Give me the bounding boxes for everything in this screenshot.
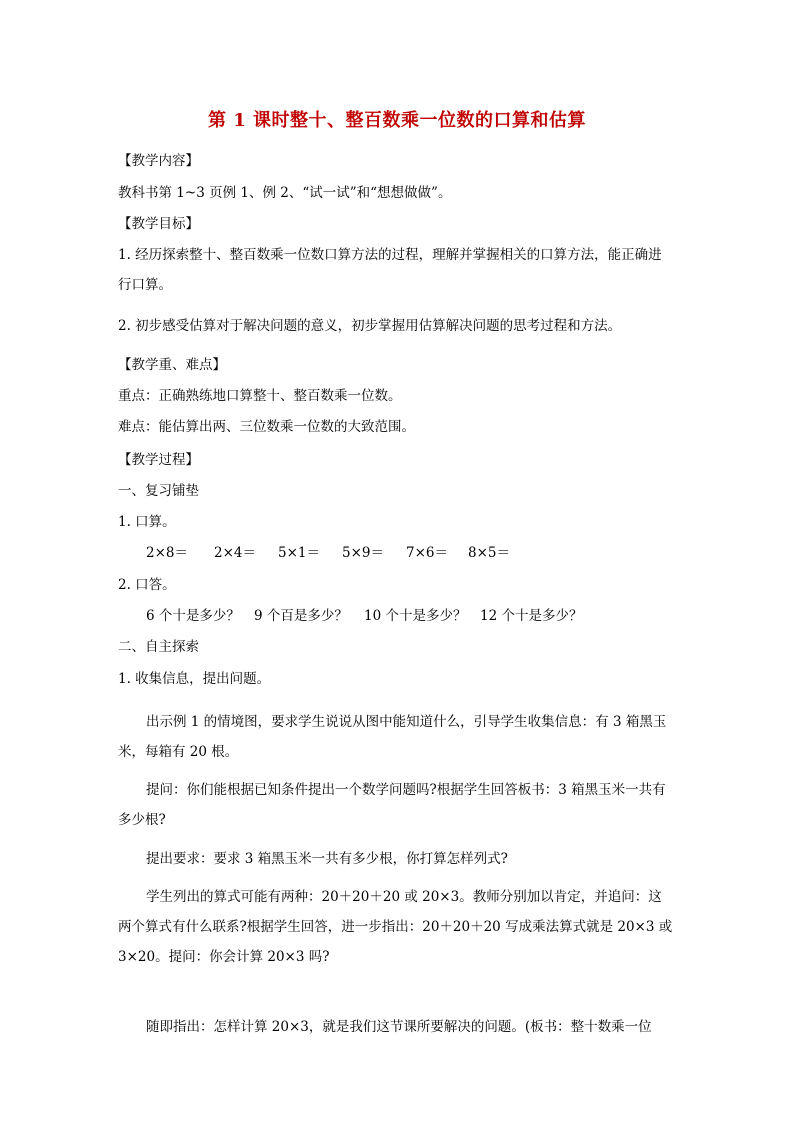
key-point: 重点：正确熟练地口算整十、整百数乘一位数。 bbox=[118, 388, 402, 404]
goal-1: 1. 经历探索整十、整百数乘一位数口算方法的过程，理解并掌握相关的口算方法，能正确进行口算。 bbox=[118, 247, 662, 293]
paragraph-1: 出示例 1 的情境图，要求学生说说从图中能知道什么，引导学生收集信息：有 3 箱黑玉米，每箱有 20 根。 bbox=[118, 714, 667, 760]
paragraph-4: 学生列出的算式可能有两种：20＋20＋20 或 20×3。教师分别加以肯定，并追问：这两个算式有什么联系?根据学生回答，进一步指出：20＋20＋20 写成乘法算式就是 20×3 或 3×20。提问：你会计算 20×3 吗? bbox=[118, 889, 673, 965]
goal-2: 2. 初步感受估算对于解决问题的意义，初步掌握用估算解决问题的思考过程和方法。 bbox=[118, 318, 622, 334]
goal-header: 【教学目标】 bbox=[118, 216, 199, 232]
oral-answer-item: 6 个十是多少？ bbox=[146, 608, 240, 624]
oral-calc-title: 1. 口算。 bbox=[118, 514, 176, 530]
oral-calc-item: 5×9＝ bbox=[342, 545, 384, 561]
oral-calc-item: 2×8＝ bbox=[146, 545, 188, 561]
oral-answer-row bbox=[146, 606, 600, 626]
collect-title: 1. 收集信息，提出问题。 bbox=[118, 671, 271, 687]
difficult-point: 难点：能估算出两、三位数乘一位数的大致范围。 bbox=[118, 419, 415, 435]
part1-title: 一、复习铺垫 bbox=[118, 483, 199, 499]
lesson-title: 第 1 课时整十、整百数乘一位数的口算和估算 bbox=[207, 110, 587, 131]
oral-calc-item: 5×1＝ bbox=[278, 545, 320, 561]
oral-answer-item: 9 个百是多少？ bbox=[254, 608, 348, 624]
oral-calc-item: 2×4＝ bbox=[214, 545, 256, 561]
oral-calc-row bbox=[146, 543, 528, 563]
key-header: 【教学重、难点】 bbox=[118, 357, 226, 373]
process-header: 【教学过程】 bbox=[118, 452, 199, 468]
oral-calc-item: 7×6＝ bbox=[406, 545, 448, 561]
paragraph-5: 随即指出：怎样计算 20×3，就是我们这节课所要解决的问题。(板书：整十数乘一位 bbox=[146, 1019, 652, 1035]
paragraph-3: 提出要求：要求 3 箱黑玉米一共有多少根，你打算怎样列式? bbox=[146, 851, 508, 867]
oral-calc-item: 8×5＝ bbox=[468, 545, 510, 561]
oral-answer-item: 10 个十是多少？ bbox=[364, 608, 467, 624]
paragraph-2: 提问：你们能根据已知条件提出一个数学问题吗?根据学生回答板书：3 箱黑玉米一共有多少根? bbox=[118, 782, 666, 828]
content-text: 教科书第 1~3 页例 1、例 2、“试一试”和“想想做做”。 bbox=[118, 185, 452, 201]
oral-answer-title: 2. 口答。 bbox=[118, 577, 176, 593]
content-header: 【教学内容】 bbox=[118, 153, 199, 169]
oral-answer-item: 12 个十是多少？ bbox=[480, 608, 583, 624]
part2-title: 二、自主探索 bbox=[118, 639, 199, 655]
